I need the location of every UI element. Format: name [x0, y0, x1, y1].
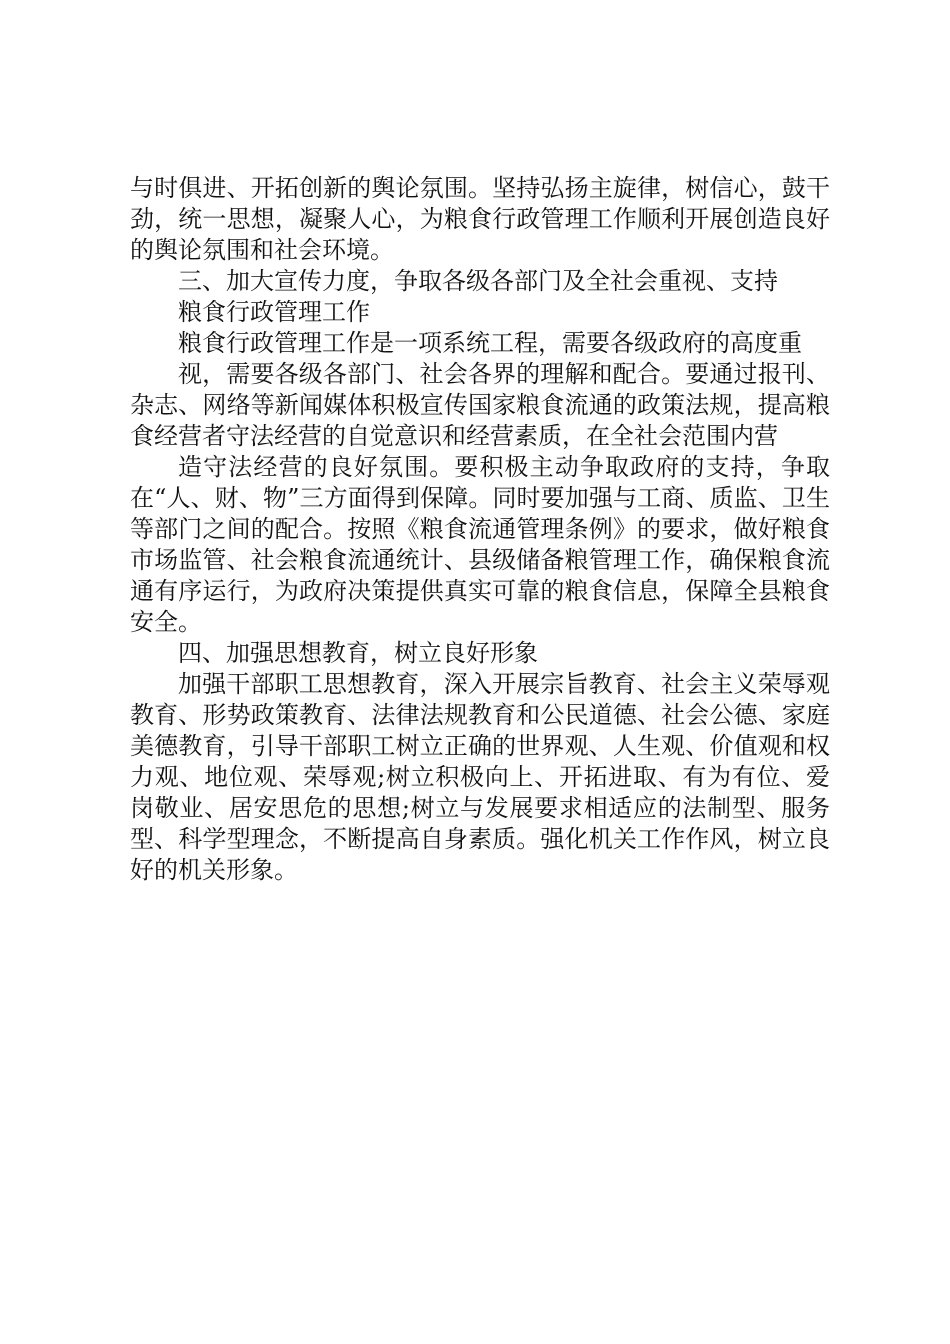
document-body — [130, 173, 830, 886]
paragraph: 粮食行政管理工作是一项系统工程，需要各级政府的高度重 — [178, 329, 802, 357]
paragraph: 视，需要各级各部门、社会各界的理解和配合。要通过报刊、杂志、网络等新闻媒体积极宣传国家粮食流通的政策法规，提高粮食经营者守法经营的自觉意识和经营素质，在全社会范围内营 — [130, 360, 830, 450]
section-heading-3: 三、加大宣传力度，争取各级各部门及全社会重视、支持 — [178, 267, 778, 295]
section-heading-3-continued: 粮食行政管理工作 — [178, 298, 370, 326]
section-heading-4: 四、加强思想教育，树立良好形象 — [178, 639, 538, 667]
paragraph: 加强干部职工思想教育，深入开展宗旨教育、社会主义荣辱观教育、形势政策教育、法律法规教育和公民道德、社会公德、家庭美德教育，引导干部职工树立正确的世界观、人生观、价值观和权力观、地位观、荣辱观;树立积极向上、开拓进取、有为有位、爱岗敬业、居安思危的思想;树立与发展要求相适应的法制型、服务型、科学型理念，不断提高自身素质。强化机关工作作风，树立良好的机关形象。 — [130, 670, 830, 884]
paragraph-continuation: 与时俱进、开拓创新的舆论氛围。坚持弘扬主旋律，树信心，鼓干劲，统一思想，凝聚人心，为粮食行政管理工作顺利开展创造良好的舆论氛围和社会环境。 — [130, 174, 830, 264]
paragraph: 造守法经营的良好氛围。要积极主动争取政府的支持，争取在“人、财、物”三方面得到保障。同时要加强与工商、质监、卫生等部门之间的配合。按照《粮食流通管理条例》的要求，做好粮食市场监管、社会粮食流通统计、县级储备粮管理工作，确保粮食流通有序运行，为政府决策提供真实可靠的粮食信息，保障全县粮食安全。 — [130, 453, 830, 636]
